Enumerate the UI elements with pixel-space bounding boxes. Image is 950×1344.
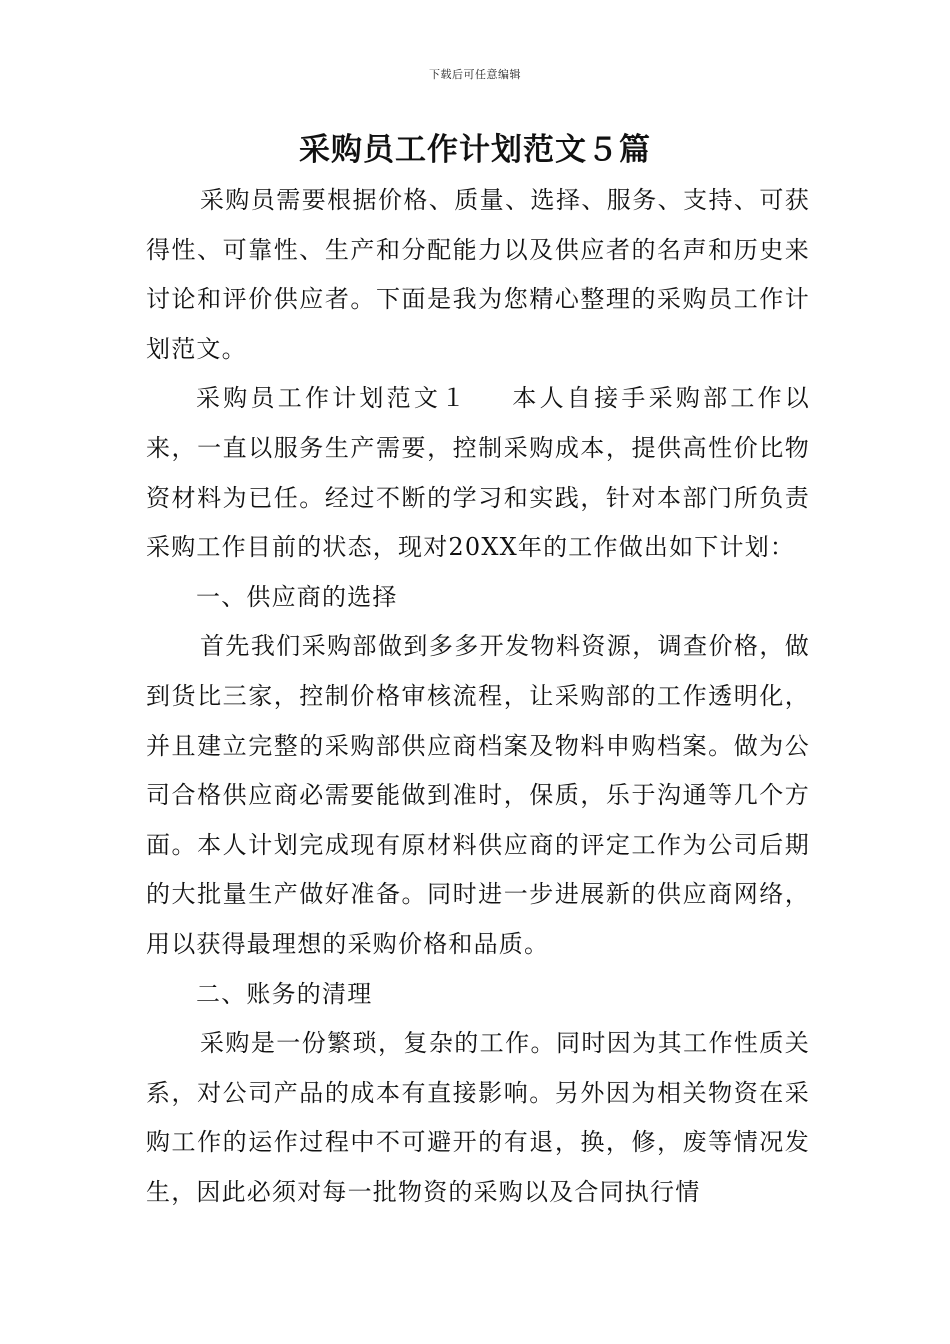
- supplier-paragraph: 首先我们采购部做到多多开发物料资源，调查价格，做到货比三家，控制价格审核流程，让采购部的工作透明化，并且建立完整的采购部供应商档案及物料申购档案。做为公司合格供应商必需要能做到准时，保质，乐于沟通等几个方面。本人计划完成现有原材料供应商的评定工作为公司后期的大批量生产做好准备。同时进一步进展新的供应商网络，用以获得最理想的采购价格和品质。: [146, 632, 810, 958]
- document-body: [146, 176, 810, 1217]
- intro-paragraph: 采购员需要根据价格、质量、选择、服务、支持、可获得性、可靠性、生产和分配能力以及供应者的名声和历史来讨论和评价供应者。下面是我为您精心整理的采购员工作计划范文。: [146, 186, 810, 363]
- section1-paragraph: [146, 374, 810, 572]
- section1-text: 本人自接手采购部工作以来，一直以服务生产需要，控制采购成本，提供高性价比物资材料为已任。经过不断的学习和实践，针对本部门所负责采购工作目前的状态，现对20XX年的工作做出如下计划：: [146, 384, 811, 562]
- heading-account-cleanup: 二、账务的清理: [196, 979, 373, 1008]
- document-title: 采购员工作计划范文５篇: [299, 132, 651, 168]
- header-note: 下载后可任意编辑: [429, 68, 521, 81]
- section1-label: 采购员工作计划范文１: [196, 384, 469, 413]
- heading-supplier-selection: 一、供应商的选择: [196, 582, 398, 611]
- account-paragraph: 采购是一份繁琐，复杂的工作。同时因为其工作性质关系，对公司产品的成本有直接影响。另外因为相关物资在采购工作的运作过程中不可避开的有退，换，修，废等情况发生，因此必须对每一批物资的采购以及合同执行情: [146, 1029, 810, 1206]
